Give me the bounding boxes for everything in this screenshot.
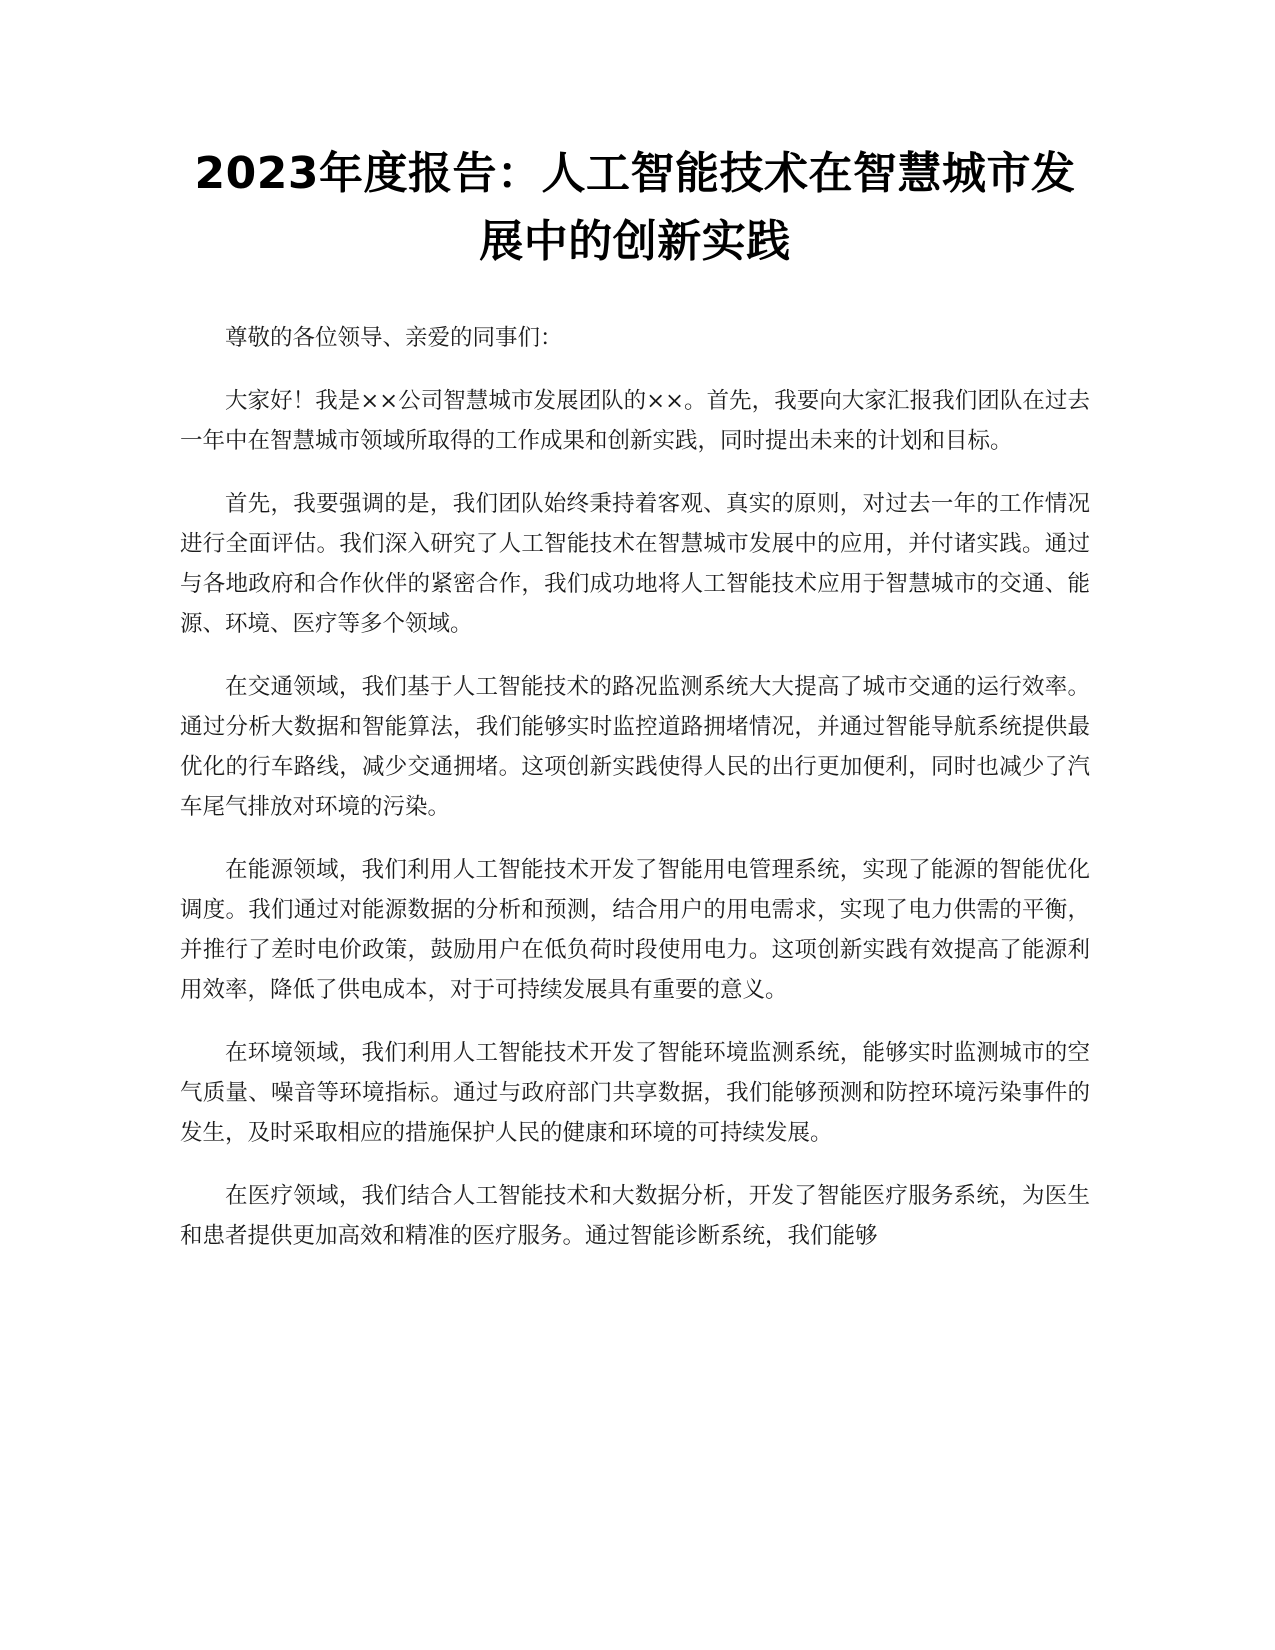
intro-paragraph: 大家好！我是××公司智慧城市发展团队的××。首先，我要向大家汇报我们团队在过去一年中在智慧城市领域所取得的工作成果和创新实践，同时提出未来的计划和目标。 xyxy=(180,388,1090,454)
document-body xyxy=(180,318,1090,1279)
environment-paragraph: 在环境领域，我们利用人工智能技术开发了智能环境监测系统，能够实时监测城市的空气质量、噪音等环境指标。通过与政府部门共享数据，我们能够预测和防控环境污染事件的发生，及时采取相应的措施保护人民的健康和环境的可持续发展。 xyxy=(180,1040,1090,1146)
overview-paragraph: 首先，我要强调的是，我们团队始终秉持着客观、真实的原则，对过去一年的工作情况进行全面评估。我们深入研究了人工智能技术在智慧城市发展中的应用，并付诸实践。通过与各地政府和合作伙伴的紧密合作，我们成功地将人工智能技术应用于智慧城市的交通、能源、环境、医疗等多个领域。 xyxy=(180,491,1090,637)
medical-paragraph: 在医疗领域，我们结合人工智能技术和大数据分析，开发了智能医疗服务系统，为医生和患者提供更加高效和精准的医疗服务。通过智能诊断系统，我们能够 xyxy=(180,1183,1090,1249)
energy-paragraph: 在能源领域，我们利用人工智能技术开发了智能用电管理系统，实现了能源的智能优化调度。我们通过对能源数据的分析和预测，结合用户的用电需求，实现了电力供需的平衡，并推行了差时电价政策，鼓励用户在低负荷时段使用电力。这项创新实践有效提高了能源利用效率，降低了供电成本，对于可持续发展具有重要的意义。 xyxy=(180,857,1090,1003)
transport-paragraph: 在交通领域，我们基于人工智能技术的路况监测系统大大提高了城市交通的运行效率。通过分析大数据和智能算法，我们能够实时监控道路拥堵情况，并通过智能导航系统提供最优化的行车路线，减少交通拥堵。这项创新实践使得人民的出行更加便利，同时也减少了汽车尾气排放对环境的污染。 xyxy=(180,674,1090,820)
salutation-paragraph: 尊敬的各位领导、亲爱的同事们： xyxy=(225,325,563,351)
document-title: 2023年度报告：人工智能技术在智慧城市发展中的创新实践 xyxy=(194,148,1076,267)
